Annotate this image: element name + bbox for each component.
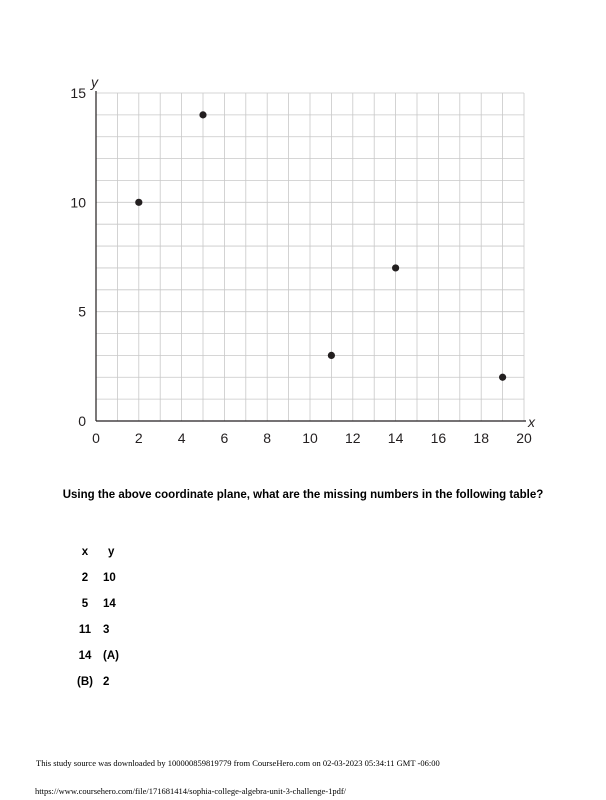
y-tick-labels [70,85,86,429]
y-tick-label: 10 [70,194,86,211]
data-point [328,352,335,359]
table-cell-y: 2 [103,676,110,688]
x-tick-label: 10 [302,430,318,446]
data-point [499,374,506,381]
x-tick-label: 4 [177,430,186,446]
x-tick-label: 16 [430,430,447,446]
table-cell-x: 11 [78,624,92,636]
x-tick-label: 12 [345,430,361,446]
y-tick-label: 0 [78,413,86,429]
x-tick-label: 18 [473,430,489,446]
table-cell-y: (A) [103,650,119,662]
table-cell-x: (B) [77,676,93,688]
x-tick-label: 20 [516,430,532,446]
x-tick-label: 0 [92,430,100,446]
data-point [392,264,399,271]
table-cell-y: 10 [103,572,116,584]
table-cell-x: 5 [81,598,89,610]
table-cell-y: 3 [103,624,110,636]
y-axis-label: y [91,74,98,90]
table-cell-x: 14 [78,650,92,662]
x-tick-label: 6 [220,430,229,446]
y-tick-label: 5 [78,303,86,320]
x-tick-labels [92,430,532,446]
table-header-y: y [108,546,115,558]
x-tick-label: 14 [387,430,404,446]
question-text: Using the above coordinate plane, what are the missing numbers in the following table? [62,489,544,501]
download-source-note: This study source was downloaded by 100000859819779 from CourseHero.com on 02-03-2023 05:34:11 GMT -06:00 [36,758,440,768]
y-tick-label: 15 [70,85,86,101]
data-point [199,111,206,118]
x-tick-label: 8 [263,430,272,446]
x-tick-label: 2 [134,430,143,446]
table-cell-y: 14 [103,598,116,610]
source-url[interactable]: https://www.coursehero.com/file/171681414/sophia-college-algebra-unit-3-challenge-1pdf/ [35,786,347,796]
plot-grid [96,93,524,421]
table-cell-x: 2 [81,572,89,584]
data-point [135,199,142,206]
table-header-x: x [81,546,89,558]
x-axis-label: x [528,414,535,430]
